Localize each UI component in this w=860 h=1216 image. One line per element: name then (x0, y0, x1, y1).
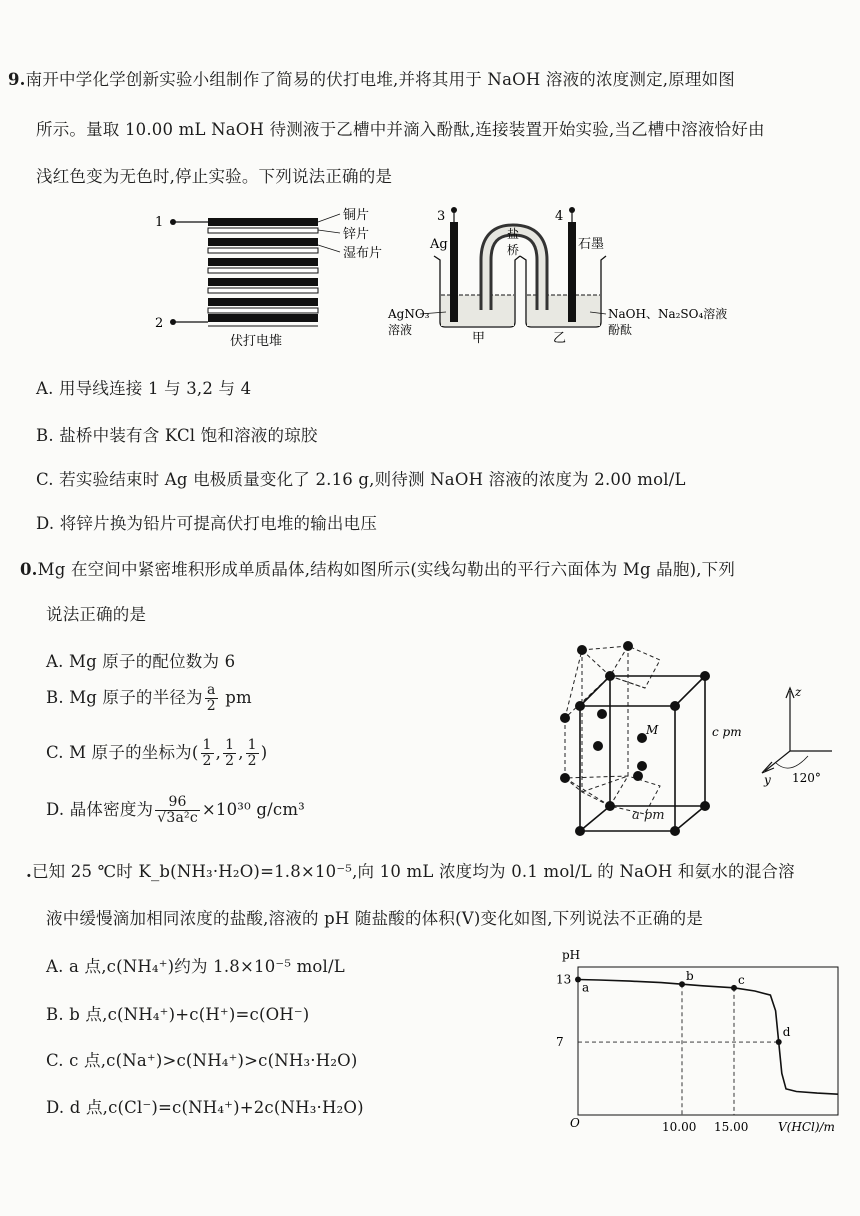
salt-bridge-label-2: 桥 (507, 243, 520, 257)
q11-option-c[interactable]: C. c 点,c(Na⁺)>c(NH₄⁺)>c(NH₃·H₂O) (46, 1051, 358, 1070)
point-a (575, 977, 581, 983)
q11-option-d[interactable]: D. d 点,c(Cl⁻)=c(NH₄⁺)+2c(NH₃·H₂O) (46, 1098, 364, 1117)
q10-c-frac-3 (246, 738, 259, 769)
q10-b-denominator: 2 (206, 698, 216, 714)
point-label-c: c (738, 972, 745, 987)
q9-line1-text: 南开中学化学创新实验小组制作了简易的伏打电堆,并将其用于 NaOH 溶液的浓度测定,原理如图 (25, 70, 736, 89)
q11-line2: 液中缓慢滴加相同浓度的盐酸,溶液的 pH 随盐酸的体积(V)变化如图,下列说法不正确的是 (46, 909, 704, 928)
point-b (679, 981, 685, 987)
q10-d-prefix: D. 晶体密度为 (46, 800, 154, 819)
a-pm-label: a pm (632, 808, 665, 823)
beaker-b (520, 256, 606, 327)
q10-d-tail: ×10³⁰ g/cm³ (201, 800, 305, 819)
q10-c-frac-2 (223, 738, 236, 769)
y-axis-label: y (764, 773, 771, 787)
graphite-electrode (568, 222, 576, 322)
ph-titration-chart (540, 945, 858, 1135)
q10-number: 0. (20, 560, 38, 579)
tank-b-label: 乙 (553, 331, 567, 346)
q10-option-a[interactable]: A. Mg 原子的配位数为 6 (46, 652, 236, 671)
q10-c-sep-1: , (215, 743, 222, 762)
q10-c-frac-3-num: 1 (247, 737, 257, 753)
pile-caption: 伏打电堆 (230, 334, 283, 349)
point-c (731, 985, 737, 991)
origin-label: O (570, 1116, 580, 1130)
x-tick-10.00: 10.00 (662, 1120, 697, 1134)
q9-figure (150, 200, 750, 360)
q9-option-d[interactable]: D. 将锌片换为铅片可提高伏打电堆的输出电压 (36, 514, 378, 533)
point-label-b: b (686, 969, 694, 984)
graphite-label: 石墨 (578, 237, 605, 252)
ag-electrode (450, 222, 458, 322)
y-axis-label: pH (562, 948, 581, 962)
z-axis-label: z (795, 685, 802, 699)
y-tick-7: 7 (556, 1035, 564, 1050)
angle-label: 120° (792, 771, 821, 785)
m-atom-label: M (646, 723, 659, 737)
ag-label: Ag (430, 237, 448, 252)
q11-option-b[interactable]: B. b 点,c(NH₄⁺)+c(H⁺)=c(OH⁻) (46, 1005, 310, 1024)
agno3-solution-label: 溶液 (388, 323, 413, 337)
q10-option-b[interactable] (46, 683, 252, 714)
q11-number: . (26, 862, 32, 881)
q10-c-frac-1 (201, 738, 214, 769)
q10-line1-text: Mg 在空间中紧密堆积形成单质晶体,结构如图所示(实线勾勒出的平行六面体为 Mg 晶胞),下列 (37, 560, 736, 579)
q10-c-close: ) (260, 743, 268, 762)
q9-line2: 所示。量取 10.00 mL NaOH 待测液于乙槽中并滴入酚酞,连接装置开始实验,当乙槽中溶液恰好由 (36, 120, 765, 139)
phenolphthalein-label: 酚酞 (608, 323, 633, 337)
q11-line1 (26, 858, 795, 882)
point-label-a: a (582, 980, 590, 995)
q9-option-b[interactable]: B. 盐桥中装有含 KCl 饱和溶液的琼胶 (36, 426, 318, 445)
terminal-1-label: 1 (155, 215, 164, 230)
q10-d-fraction (155, 795, 200, 826)
q10-c-frac-2-num: 1 (225, 737, 235, 753)
terminal-3-label: 3 (437, 209, 446, 224)
q10-c-sep-2: , (238, 743, 244, 762)
point-d (776, 1039, 782, 1045)
terminal-2-label: 2 (155, 316, 164, 331)
q10-d-denominator: √3a²c (157, 810, 198, 826)
wetcloth-label: 湿布片 (343, 246, 383, 261)
q10-b-numerator: a (205, 683, 218, 699)
q10-line2: 说法正确的是 (46, 605, 147, 624)
q10-b-unit: pm (225, 688, 252, 707)
plot-frame (578, 967, 838, 1115)
q9-option-c[interactable]: C. 若实验结束时 Ag 电极质量变化了 2.16 g,则待测 NaOH 溶液的浓度为 2.00 mol/L (36, 470, 686, 489)
q9-line1 (8, 66, 735, 90)
x-tick-15.00: 15.00 (714, 1120, 749, 1134)
q10-c-frac-1-num: 1 (202, 737, 212, 753)
q10-option-d[interactable] (46, 795, 305, 826)
terminal-4-label: 4 (555, 209, 564, 224)
q10-c-frac-3-den: 2 (247, 753, 257, 769)
q10-b-prefix: B. Mg 原子的半径为 (46, 688, 203, 707)
naoh-solution-label: NaOH、Na₂SO₄溶液 (608, 307, 728, 321)
zinc-label: 锌片 (343, 227, 370, 242)
q10-crystal-figure (540, 636, 840, 836)
q10-c-frac-1-den: 2 (202, 753, 212, 769)
beaker-a (434, 256, 520, 327)
agno3-label: AgNO₃ (388, 307, 430, 321)
salt-bridge-label-1: 盐 (507, 227, 520, 241)
q11-option-a[interactable]: A. a 点,c(NH₄⁺)约为 1.8×10⁻⁵ mol/L (46, 957, 345, 976)
q11-line1-text: 已知 25 ℃时 K_b(NH₃·H₂O)=1.8×10⁻⁵,向 10 mL 浓度均为 0.1 mol/L 的 NaOH 和氨水的混合溶 (31, 862, 795, 881)
q10-d-numerator: 96 (155, 795, 200, 811)
q9-line3: 浅红色变为无色时,停止实验。下列说法正确的是 (36, 167, 393, 186)
voltaic-pile (170, 214, 340, 326)
copper-label: 铜片 (343, 208, 370, 223)
q10-b-fraction (205, 683, 218, 714)
q10-option-c[interactable] (46, 738, 267, 769)
q10-c-prefix: C. M 原子的坐标为( (46, 743, 199, 762)
q10-c-frac-2-den: 2 (225, 753, 235, 769)
q9-number: 9. (8, 70, 26, 89)
y-tick-13: 13 (556, 972, 572, 987)
x-axis-label: V(HCl)/m (778, 1120, 835, 1134)
tank-a-label: 甲 (472, 331, 486, 346)
ph-curve-line (578, 980, 838, 1095)
point-label-d: d (782, 1025, 791, 1040)
q10-line1 (20, 556, 735, 580)
q9-option-a[interactable]: A. 用导线连接 1 与 3,2 与 4 (36, 379, 252, 398)
c-pm-label: c pm (712, 725, 742, 739)
